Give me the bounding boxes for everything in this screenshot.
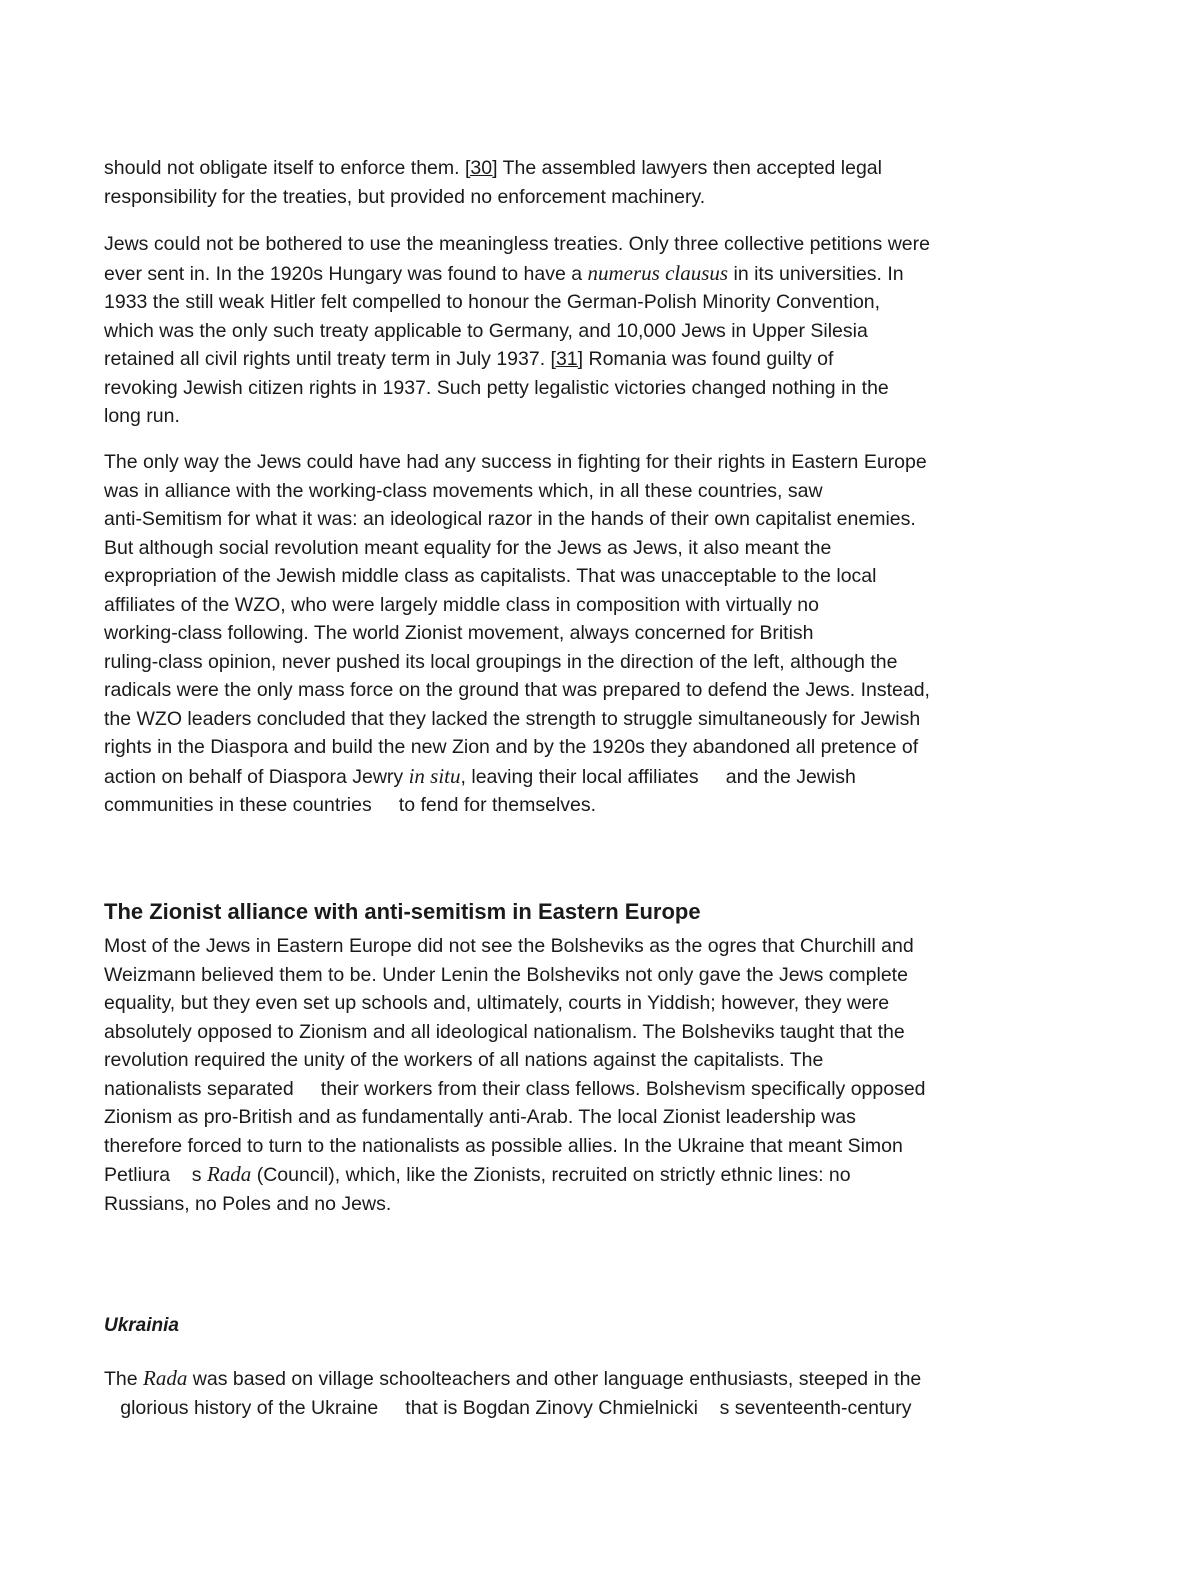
text-line: working-class following. The world Zionist movement, always concerned for British: [104, 622, 814, 644]
text-span: Romania was found guilty of: [583, 348, 834, 370]
text-line: [104, 345, 930, 374]
text-span: The: [104, 1368, 144, 1390]
italic-term: Rada: [143, 1366, 188, 1390]
text-line: [104, 1364, 921, 1394]
text-span: Petliura s: [104, 1164, 207, 1186]
text-line: Zionism as pro-British and as fundamentally anti-Arab. The local Zionist leadership was: [104, 1106, 856, 1128]
paragraph-1: [104, 154, 882, 211]
text-line: glorious history of the Ukraine that is Bogdan Zinovy Chmielnicki s seventeenth-century: [104, 1396, 912, 1419]
footnote-link-31[interactable]: [31]: [550, 348, 584, 370]
text-line: equality, but they even set up schools and, ultimately, courts in Yiddish; however, they were: [104, 992, 890, 1014]
footnote-link-30[interactable]: [30]: [464, 157, 498, 179]
text-line: the WZO leaders concluded that they lacked the strength to struggle simultaneously for Jewish: [104, 707, 921, 730]
text-line: anti-Semitism for what it was: an ideological razor in the hands of their own capitalist enemies.: [104, 508, 916, 530]
text-span: retained all civil rights until treaty term in July 1937.: [104, 348, 551, 370]
text-line: [104, 154, 882, 183]
text-line: long run.: [104, 405, 180, 427]
text-span: (Council), which, like the Zionists, recruited on strictly ethnic lines: no: [251, 1164, 851, 1186]
text-line: [104, 259, 930, 289]
text-line: communities in these countries to fend for themselves.: [104, 794, 597, 816]
text-line: Most of the Jews in Eastern Europe did not see the Bolsheviks as the ogres that Churchill and: [104, 935, 914, 957]
text-line: radicals were the only mass force on the ground that was prepared to defend the Jews. Instead,: [104, 679, 930, 701]
paragraph-3: [104, 448, 930, 820]
text-line: ruling-class opinion, never pushed its local groupings in the direction of the left, although the: [104, 650, 898, 673]
subsection-heading: Ukrainia: [104, 1315, 179, 1336]
text-line: 1933 the still weak Hitler felt compelled to honour the German-Polish Minority Convention,: [104, 291, 881, 313]
text-line: The only way the Jews could have had any success in fighting for their rights in Eastern Europe: [104, 451, 927, 473]
text-span: ever sent in. In the 1920s Hungary was found to have a: [104, 262, 588, 285]
paragraph-4: [104, 932, 926, 1218]
text-line: expropriation of the Jewish middle class as capitalists. That was unacceptable to the local: [104, 565, 877, 587]
text-line: revolution required the unity of the workers of all nations against the capitalists. The: [104, 1049, 824, 1071]
paragraph-5: [104, 1364, 921, 1422]
text-line: which was the only such treaty applicable to Germany, and 10,000 Jews in Upper Silesia: [104, 319, 868, 342]
text-line: But although social revolution meant equality for the Jews as Jews, it also meant the: [104, 536, 832, 559]
text-line: [104, 1160, 926, 1190]
text-line: was in alliance with the working-class movements which, in all these countries, saw: [104, 479, 823, 502]
text-line: Jews could not be bothered to use the meaningless treaties. Only three collective petitions were: [104, 233, 930, 255]
text-line: therefore forced to turn to the nationalists as possible allies. In the Ukraine that meant Simon: [104, 1134, 903, 1157]
text-span: action on behalf of Diaspora Jewry: [104, 765, 409, 788]
text-span: should not obligate itself to enforce them.: [104, 157, 465, 179]
italic-term: numerus clausus: [587, 260, 729, 285]
text-line: absolutely opposed to Zionism and all ideological nationalism. The Bolsheviks taught that the: [104, 1020, 905, 1043]
paragraph-2: [104, 230, 930, 431]
text-span: was based on village schoolteachers and other language enthusiasts, steeped in the: [187, 1368, 922, 1390]
text-line: nationalists separated their workers from their class fellows. Bolshevism specifically opposed: [104, 1077, 926, 1100]
text-line: affiliates of the WZO, who were largely middle class in composition with virtually no: [104, 593, 819, 616]
italic-term: in situ: [408, 763, 461, 788]
text-line: revoking Jewish citizen rights in 1937. Such petty legalistic victories changed nothing in the: [104, 376, 889, 399]
text-line: responsibility for the treaties, but provided no enforcement machinery.: [104, 185, 706, 208]
text-span: , leaving their local affiliates and the Jewish: [460, 765, 856, 788]
text-line: [104, 762, 930, 792]
italic-term: Rada: [206, 1162, 252, 1186]
section-heading: The Zionist alliance with anti-semitism in Eastern Europe: [104, 899, 701, 924]
text-span: The assembled lawyers then accepted legal: [497, 157, 882, 179]
text-line: Weizmann believed them to be. Under Lenin the Bolsheviks not only gave the Jews complete: [104, 963, 908, 986]
text-span: in its universities. In: [728, 262, 904, 285]
text-line: Russians, no Poles and no Jews.: [104, 1192, 392, 1215]
text-line: rights in the Diaspora and build the new Zion and by the 1920s they abandoned all pretence of: [104, 736, 919, 758]
